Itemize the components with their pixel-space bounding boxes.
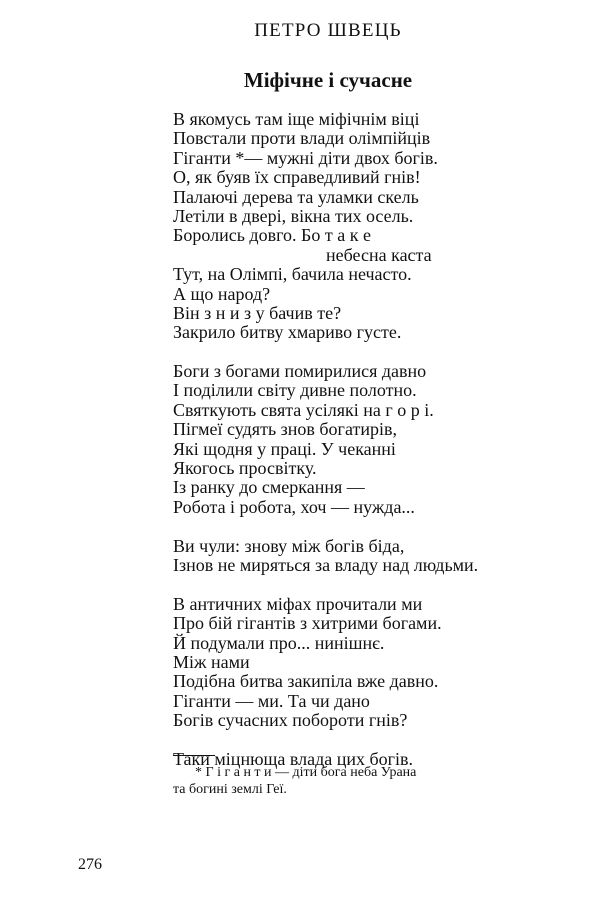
stanza-break — [173, 575, 573, 594]
poem-line: Подібна битва закипіла вже давно. — [173, 671, 439, 692]
poem-line: Богів сучасних побороти гнів? — [173, 710, 408, 731]
poem-line: Летіли в двері, вікна тих осель. — [173, 205, 414, 226]
poem-line: Ізнов не миряться за владу над людьми. — [173, 554, 479, 575]
stanza-3 — [173, 537, 573, 576]
poem-line: І поділили світу дивне полотно. — [173, 380, 417, 401]
poem-line-indented: небесна каста — [326, 244, 432, 265]
poem-line: Тут, на Олімпі, бачила нечасто. — [173, 264, 412, 285]
poem-line: Закрило битву хмариво густе. — [173, 322, 402, 343]
poem-line: В якомусь там іще міфічнім віці — [173, 109, 420, 129]
poem-line: Якогось просвітку. — [173, 458, 317, 479]
poem-line: Які щодня у праці. У чеканні — [173, 438, 396, 459]
poem-line: Пігмеї судять знов богатирів, — [173, 419, 397, 440]
poem-line: Про бій гігантів з хитрими богами. — [173, 613, 442, 634]
poem-line: Він з н и з у бачив те? — [173, 302, 342, 323]
stanza-1 — [173, 110, 573, 343]
poem-line: Між нами — [173, 651, 250, 672]
poem-line: Гіганти *— мужні діти двох богів. — [173, 147, 438, 168]
poem-line: Із ранку до смеркання — — [173, 477, 365, 498]
stanza-2 — [173, 362, 573, 517]
poem-line: Боролись довго. Бо т а к е — [173, 225, 371, 246]
footnote — [173, 764, 493, 798]
poem-line: В античних міфах прочитали ми — [173, 593, 423, 614]
page-number: 276 — [78, 856, 102, 873]
footnote-line-1: * Г і г а н т и — діти бога неба Урана — [195, 765, 417, 780]
poem-line: Повстали проти влади олімпійців — [173, 128, 431, 149]
stanza-break — [173, 517, 573, 536]
poem-line: Боги з богами помирилися давно — [173, 361, 427, 382]
poem-line: Гіганти — ми. Та чи дано — [173, 690, 370, 711]
poem-line: Святкують свята усілякі на г о р і. — [173, 399, 434, 420]
poem-line: Ви чули: знову між богів біда, — [173, 535, 405, 556]
stanza-break — [173, 343, 573, 362]
poem-body — [173, 110, 573, 769]
footnote-divider — [173, 755, 215, 756]
poem-line: Таки міцнюща влада цих богів. — [173, 748, 414, 769]
stanza-break — [173, 731, 573, 750]
stanza-4 — [173, 595, 573, 731]
poem-line: А що народ? — [173, 283, 271, 304]
author-name: ПЕТРО ШВЕЦЬ — [254, 20, 402, 41]
footnote-line-2: та богині землі Геї. — [173, 782, 287, 797]
poem-line: Палаючі дерева та уламки скель — [173, 186, 419, 207]
poem-line: Робота і робота, хоч — нужда... — [173, 496, 415, 517]
poem-title: Міфічне і сучасне — [243, 68, 413, 92]
poem-line: О, як буяв їх справедливий гнів! — [173, 167, 421, 188]
poem-line: Й подумали про... нинішнє. — [173, 632, 385, 653]
